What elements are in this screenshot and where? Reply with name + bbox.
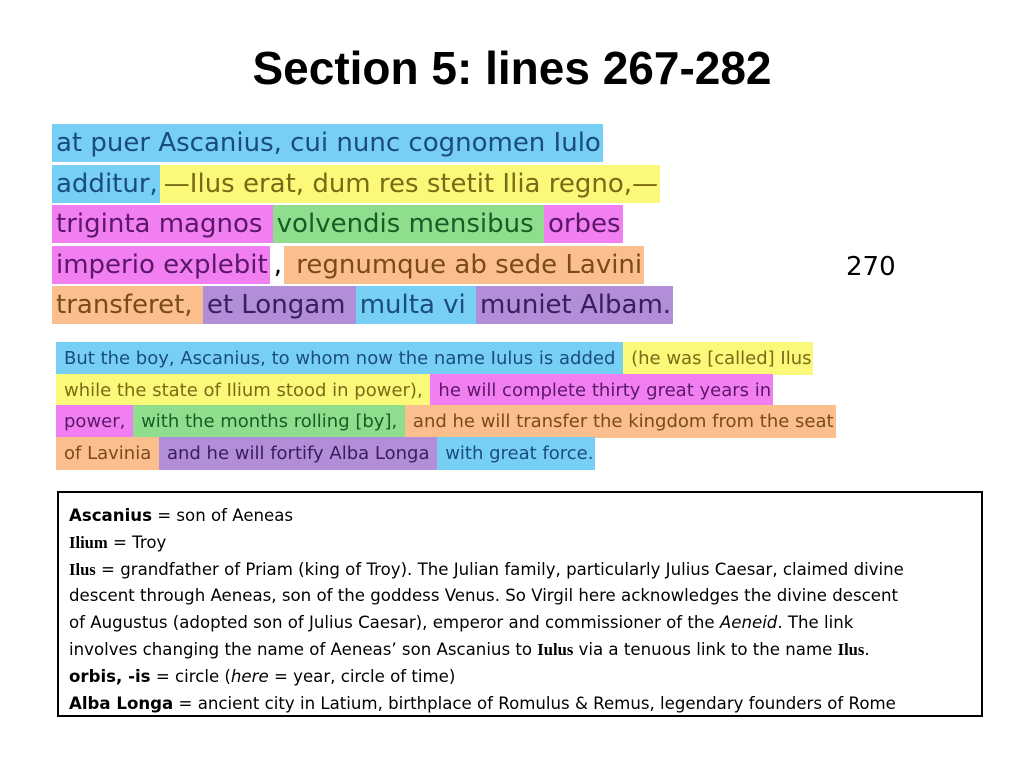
highlighted-phrase-pink: orbes bbox=[544, 205, 623, 243]
vocabulary-notes-box bbox=[57, 491, 983, 717]
highlighted-phrase-pink: triginta magnos bbox=[52, 205, 273, 243]
highlighted-phrase-green: with the months rolling [by], bbox=[133, 405, 405, 438]
note-definition: = grandfather of Priam (king of Troy). The Julian family, particularly Julius Caesar, claimed divine bbox=[95, 559, 904, 579]
english-line bbox=[56, 438, 946, 470]
note-ilus bbox=[69, 557, 971, 584]
note-term: Ilus bbox=[69, 559, 96, 579]
note-ascanius bbox=[69, 503, 971, 530]
latin-line bbox=[52, 164, 712, 205]
english-line bbox=[56, 343, 946, 375]
latin-line bbox=[52, 245, 712, 286]
highlighted-phrase-purple: and he will fortify Alba Longa bbox=[159, 437, 437, 470]
note-ilus-cont bbox=[69, 637, 971, 664]
highlighted-phrase-yellow: (he was [called] Ilus bbox=[623, 342, 813, 375]
highlighted-phrase-orange: of Lavinia bbox=[56, 437, 159, 470]
note-definition: . bbox=[864, 639, 870, 659]
latin-line bbox=[52, 285, 712, 326]
note-orbis bbox=[69, 664, 971, 691]
note-ilus-cont bbox=[69, 583, 971, 610]
highlighted-phrase-blue: at puer Ascanius, cui nunc cognomen Iulo bbox=[52, 124, 603, 162]
highlighted-phrase-plain: , bbox=[273, 249, 282, 280]
english-line bbox=[56, 406, 946, 438]
note-ilium bbox=[69, 530, 971, 557]
slide-title: Section 5: lines 267-282 bbox=[252, 42, 772, 94]
highlighted-phrase-purple: muniet Albam. bbox=[476, 286, 673, 324]
english-line bbox=[56, 375, 946, 407]
highlighted-phrase-yellow: —Ilus erat, dum res stetit Ilia regno,— bbox=[160, 165, 660, 203]
line-number: 270 bbox=[846, 252, 896, 282]
note-definition: via a tenuous link to the name bbox=[573, 639, 838, 659]
highlighted-phrase-orange: transferet, bbox=[52, 286, 203, 324]
note-definition: = Troy bbox=[107, 532, 167, 552]
note-definition: involves changing the name of Aeneas’ son Ascanius to bbox=[69, 639, 538, 659]
highlighted-phrase-blue: multa vi bbox=[356, 286, 476, 324]
note-bold: Iulus bbox=[537, 639, 574, 659]
note-italic: here bbox=[230, 666, 269, 686]
highlighted-phrase-pink: imperio explebit bbox=[52, 246, 270, 284]
note-term: orbis, -is bbox=[69, 666, 151, 686]
highlighted-phrase-blue: But the boy, Ascanius, to whom now the name Iulus is added bbox=[56, 342, 623, 375]
english-translation-block bbox=[56, 343, 946, 469]
note-ilus-cont bbox=[69, 610, 971, 637]
highlighted-phrase-pink: he will complete thirty great years in bbox=[430, 374, 773, 407]
note-definition: . The link bbox=[777, 613, 854, 633]
highlighted-phrase-yellow: while the state of Ilium stood in power), bbox=[56, 374, 430, 407]
highlighted-phrase-green: volvendis mensibus bbox=[273, 205, 544, 243]
highlighted-phrase-blue: with great force. bbox=[437, 437, 595, 470]
latin-text-block bbox=[52, 123, 712, 326]
note-alba-longa bbox=[69, 691, 971, 717]
highlighted-phrase-purple: et Longam bbox=[203, 286, 356, 324]
highlighted-phrase-orange: regnumque ab sede Lavini bbox=[284, 246, 644, 284]
highlighted-phrase-orange: and he will transfer the kingdom from the seat bbox=[405, 405, 836, 438]
note-definition: = circle ( bbox=[150, 666, 231, 686]
note-definition: of Augustus (adopted son of Julius Caesar), emperor and commissioner of the bbox=[69, 613, 720, 633]
note-definition: = ancient city in Latium, birthplace of Romulus & Remus, legendary founders of Rome bbox=[173, 693, 896, 713]
note-term: Ilium bbox=[69, 532, 108, 552]
note-term: Ascanius bbox=[69, 506, 152, 525]
highlighted-phrase-pink: power, bbox=[56, 405, 133, 438]
note-bold: Ilus bbox=[837, 639, 865, 659]
note-definition: = son of Aeneas bbox=[151, 506, 294, 525]
highlighted-phrase-blue: additur, bbox=[52, 165, 160, 203]
note-definition: descent through Aeneas, son of the goddess Venus. So Virgil here acknowledges the divine descent bbox=[69, 586, 899, 606]
latin-line bbox=[52, 204, 712, 245]
note-definition: = year, circle of time) bbox=[268, 666, 456, 686]
note-term: Alba Longa bbox=[69, 693, 174, 713]
note-italic: Aeneid bbox=[719, 613, 778, 633]
latin-line bbox=[52, 123, 712, 164]
